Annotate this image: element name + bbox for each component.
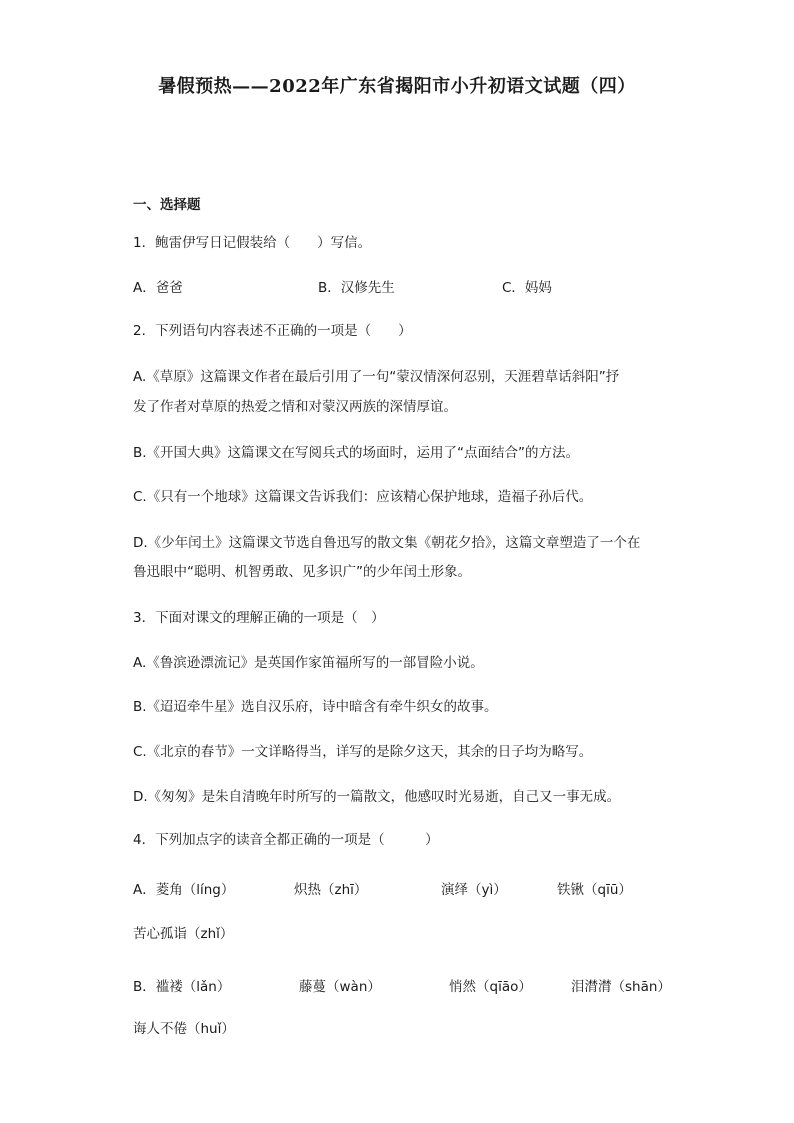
question-1-option-a: A．爸爸 bbox=[133, 280, 183, 296]
question-1-stem: 1．鲍雷伊写日记假装给（ ）写信。 bbox=[133, 235, 372, 251]
question-4-option-a-tail: 苦心孤诣（zhǐ） bbox=[133, 926, 234, 942]
question-4-option-a-item-2: 炽热（zhī） bbox=[294, 882, 368, 898]
question-3-option-b: B.《迢迢牵牛星》选自汉乐府，诗中暗含有牵牛织女的故事。 bbox=[133, 699, 498, 715]
question-4-option-b-item-1: B．褴褛（lǎn） bbox=[133, 979, 231, 995]
question-2-option-b: B.《开国大典》这篇课文在写阅兵式的场面时，运用了“点面结合”的方法。 bbox=[133, 445, 580, 461]
question-4-stem: 4．下列加点字的读音全都正确的一项是（ ） bbox=[133, 832, 439, 848]
question-1-option-b: B．汉修先生 bbox=[318, 280, 395, 296]
question-2-stem: 2．下列语句内容表述不正确的一项是（ ） bbox=[133, 323, 412, 339]
question-4-option-b-item-2: 藤蔓（wàn） bbox=[299, 979, 381, 995]
page-title: 暑假预热——2022年广东省揭阳市小升初语文试题（四） bbox=[158, 76, 636, 97]
question-4-option-a-item-4: 铁锹（qīū） bbox=[557, 882, 632, 898]
question-3-stem: 3．下面对课文的理解正确的一项是（ ） bbox=[133, 610, 385, 626]
question-1-option-c: C．妈妈 bbox=[502, 280, 552, 296]
question-2-option-d-line1: D.《少年闰土》这篇课文节选自鲁迅写的散文集《朝花夕拾》，这篇文章塑造了一个在 bbox=[133, 535, 641, 551]
question-3-option-d: D.《匆匆》是朱自清晚年时所写的一篇散文，他感叹时光易逝，自己又一事无成。 bbox=[133, 789, 621, 805]
question-4-option-b-tail: 诲人不倦（huǐ） bbox=[133, 1021, 235, 1037]
question-4-option-a-item-1: A．菱角（líng） bbox=[133, 882, 235, 898]
question-4-option-b-item-3: 悄然（qīāo） bbox=[449, 979, 532, 995]
question-2-option-c: C.《只有一个地球》这篇课文告诉我们：应该精心保护地球，造福子孙后代。 bbox=[133, 489, 593, 505]
question-3-option-a: A.《鲁滨逊漂流记》是英国作家笛福所写的一部冒险小说。 bbox=[133, 655, 484, 671]
question-3-option-c: C.《北京的春节》一文详略得当，详写的是除夕这天，其余的日子均为略写。 bbox=[133, 744, 593, 760]
question-2-option-a-line1: A.《草原》这篇课文作者在最后引用了一句“蒙汉情深何忍别，天涯碧草话斜阳”抒 bbox=[133, 369, 620, 385]
question-2-option-d-line2: 鲁迅眼中“聪明、机智勇敢、见多识广”的少年闰土形象。 bbox=[133, 564, 471, 580]
section-heading: 一、选择题 bbox=[133, 197, 201, 213]
question-4-option-b-item-4: 泪潸潸（shān） bbox=[571, 979, 671, 995]
question-4-option-a-item-3: 演绎（yì） bbox=[441, 882, 507, 898]
question-2-option-a-line2: 发了作者对草原的热爱之情和对蒙汉两族的深情厚谊。 bbox=[133, 399, 457, 415]
